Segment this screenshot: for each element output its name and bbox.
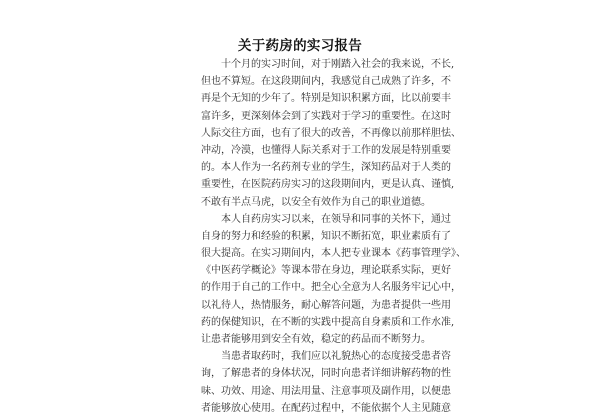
text-line: 十个月的实习时间，对于刚踏入社会的我来说，不长, xyxy=(221,59,455,70)
text-line: 重要性，在医院药房实习的这段期间内，更是认真、谨慎, xyxy=(201,179,455,191)
text-line: 味、功效、用途、用法用量、注意事项及副作用，以便患 xyxy=(201,385,451,397)
text-line: 的。本人作为一名药剂专业的学生，深知药品对于人类的 xyxy=(201,162,451,174)
text-line: 不敢有半点马虎，以安全有效作为自己的职业道德。 xyxy=(201,196,431,208)
paragraph xyxy=(201,56,461,211)
text-line: 但也不算短。在这段期间内，我感觉自己成熟了许多，不 xyxy=(201,76,451,88)
text-line: 让患者能够用到安全有效，稳定的药品而不断努力。 xyxy=(201,334,431,345)
paragraph xyxy=(201,211,466,349)
text-line: 者能够放心使用。在配药过程中，不能依据个人主见随意 xyxy=(201,402,451,414)
text-line: 本人自药房实习以来，在领导和同事的关怀下，通过 xyxy=(221,213,451,225)
text-line: 当患者取药时，我们应以礼貌热心的态度接受患者咨 xyxy=(221,351,451,363)
document-body xyxy=(201,56,466,417)
text-line: 很大提高。在实习期间内，本人把专业课本《药事管理学》、 xyxy=(201,248,466,260)
text-line: 富许多，更深刻体会到了实践对于学习的重要性。在这时 xyxy=(201,110,451,122)
text-line: 《中医药学概论》等课本带在身边，理论联系实际，更好 xyxy=(201,265,451,277)
text-line: 再是个无知的少年了。特别是知识积累方面，比以前要丰 xyxy=(201,93,451,105)
text-line: 自身的努力和经验的积累，知识不断拓宽，职业素质有了 xyxy=(201,230,451,242)
text-line: 以礼待人，热情服务，耐心解答问题，为患者提供一些用 xyxy=(201,299,451,311)
text-line: 人际交往方面，也有了很大的改善，不再像以前那样胆怯、 xyxy=(201,127,461,139)
paragraph xyxy=(201,348,451,417)
text-line: 询，了解患者的身体状况，同时向患者详细讲解药物的性 xyxy=(201,368,451,380)
text-line: 冲动，冷漠，也懂得人际关系对于工作的发展是特别重要 xyxy=(201,144,451,156)
text-line: 药的保健知识，在不断的实践中提高自身素质和工作水准, xyxy=(201,316,455,328)
document-title: 关于药房的实习报告 xyxy=(237,38,363,54)
text-line: 的作用于自己的工作中。把全心全意为人名服务牢记心中， xyxy=(201,282,461,294)
